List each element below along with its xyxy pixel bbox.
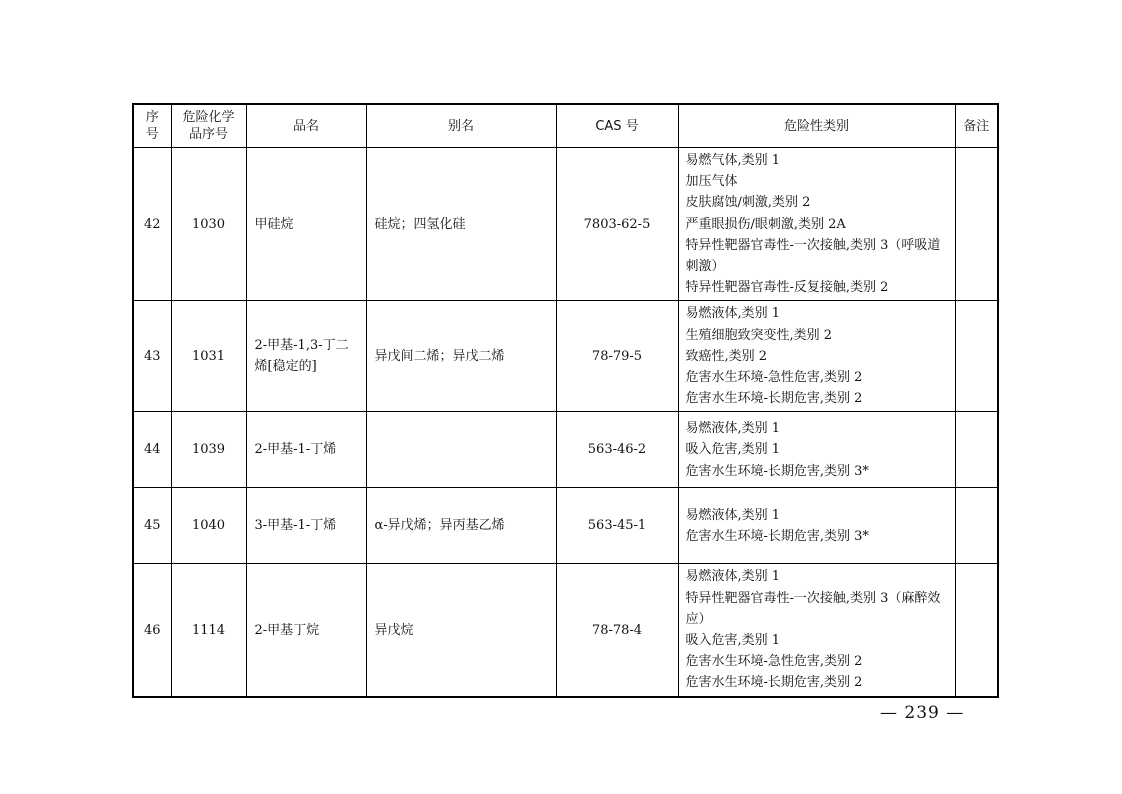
cell-alias: α-异戊烯；异丙基乙烯 [366,488,556,564]
cell-name: 2-甲基-1,3-丁二烯[稳定的] [246,301,366,412]
table-row [133,301,998,412]
cell-cas: 78-79-5 [556,301,678,412]
hazard-item: 危害水生环境-长期危害,类别 2 [685,391,863,407]
cell-alias: 异戊烷 [366,564,556,697]
cell-hazard-number: 1031 [171,301,246,412]
hazard-item: 加压气体 [685,174,738,190]
cell-remark [955,148,998,301]
hazardous-chemicals-table [132,103,999,698]
cell-seq: 45 [133,488,171,564]
cell-seq: 44 [133,412,171,488]
hazard-item: 特异性靶器官毒性-反复接触,类别 2 [685,280,889,296]
hazard-item: 易燃气体,类别 1 [685,153,781,168]
hazard-item: 特异性靶器官毒性-一次接触,类别 3（麻醉效应） [685,590,941,627]
page-number: — 239 — [880,703,965,723]
header-name: 品名 [246,104,366,148]
cell-hazard-number: 1039 [171,412,246,488]
header-cas: CAS 号 [556,104,678,148]
header-hazard-number: 危险化学品序号 [171,104,246,148]
cell-hazard-number: 1040 [171,488,246,564]
hazard-item: 危害水生环境-长期危害,类别 3* [685,463,869,479]
hazard-item: 易燃液体,类别 1 [685,306,781,322]
cell-hazard-number: 1114 [171,564,246,697]
cell-alias [366,412,556,488]
table-row [133,412,998,488]
cell-seq: 46 [133,564,171,697]
header-row [133,104,998,148]
cell-hazard-list [678,488,955,564]
cell-name: 甲硅烷 [246,148,366,301]
hazard-item: 生殖细胞致突变性,类别 2 [685,327,833,343]
hazard-item: 易燃液体,类别 1 [685,421,781,437]
hazard-item: 特异性靶器官毒性-一次接触,类别 3（呼吸道刺激） [685,237,941,275]
table-row [133,564,998,697]
hazard-item: 易燃液体,类别 1 [685,507,781,523]
header-remark: 备注 [955,104,998,148]
cell-hazard-list [678,564,955,697]
cell-seq: 43 [133,301,171,412]
hazard-item: 危害水生环境-急性危害,类别 2 [685,370,863,386]
cell-hazard-list [678,301,955,412]
cell-name: 3-甲基-1-丁烯 [246,488,366,564]
cell-alias: 异戊间二烯；异戊二烯 [366,301,556,412]
cell-remark [955,301,998,412]
hazard-item: 危害水生环境-长期危害,类别 2 [685,675,863,691]
cell-cas: 563-45-1 [556,488,678,564]
header-seq: 序号 [133,104,171,148]
table-row [133,148,998,301]
hazard-item: 致癌性,类别 2 [685,348,768,364]
hazard-item: 易燃液体,类别 1 [685,569,781,585]
cell-hazard-list [678,412,955,488]
hazard-item: 危害水生环境-急性危害,类别 2 [685,654,863,670]
cell-alias: 硅烷；四氢化硅 [366,148,556,301]
cell-cas: 563-46-2 [556,412,678,488]
cell-seq: 42 [133,148,171,301]
cell-remark [955,564,998,697]
cell-hazard-number: 1030 [171,148,246,301]
hazard-item: 危害水生环境-长期危害,类别 3* [685,528,869,544]
header-alias: 别名 [366,104,556,148]
cell-cas: 78-78-4 [556,564,678,697]
hazard-item: 吸入危害,类别 1 [685,633,781,649]
cell-remark [955,488,998,564]
header-hazard-class: 危险性类别 [678,104,955,148]
cell-cas: 7803-62-5 [556,148,678,301]
cell-remark [955,412,998,488]
hazard-item: 吸入危害,类别 1 [685,442,781,458]
cell-name: 2-甲基丁烷 [246,564,366,697]
cell-name: 2-甲基-1-丁烯 [246,412,366,488]
hazard-item: 皮肤腐蚀/刺激,类别 2 [685,195,811,211]
hazard-item: 严重眼损伤/眼刺激,类别 2A [685,216,846,232]
table-row [133,488,998,564]
cell-hazard-list [678,148,955,301]
